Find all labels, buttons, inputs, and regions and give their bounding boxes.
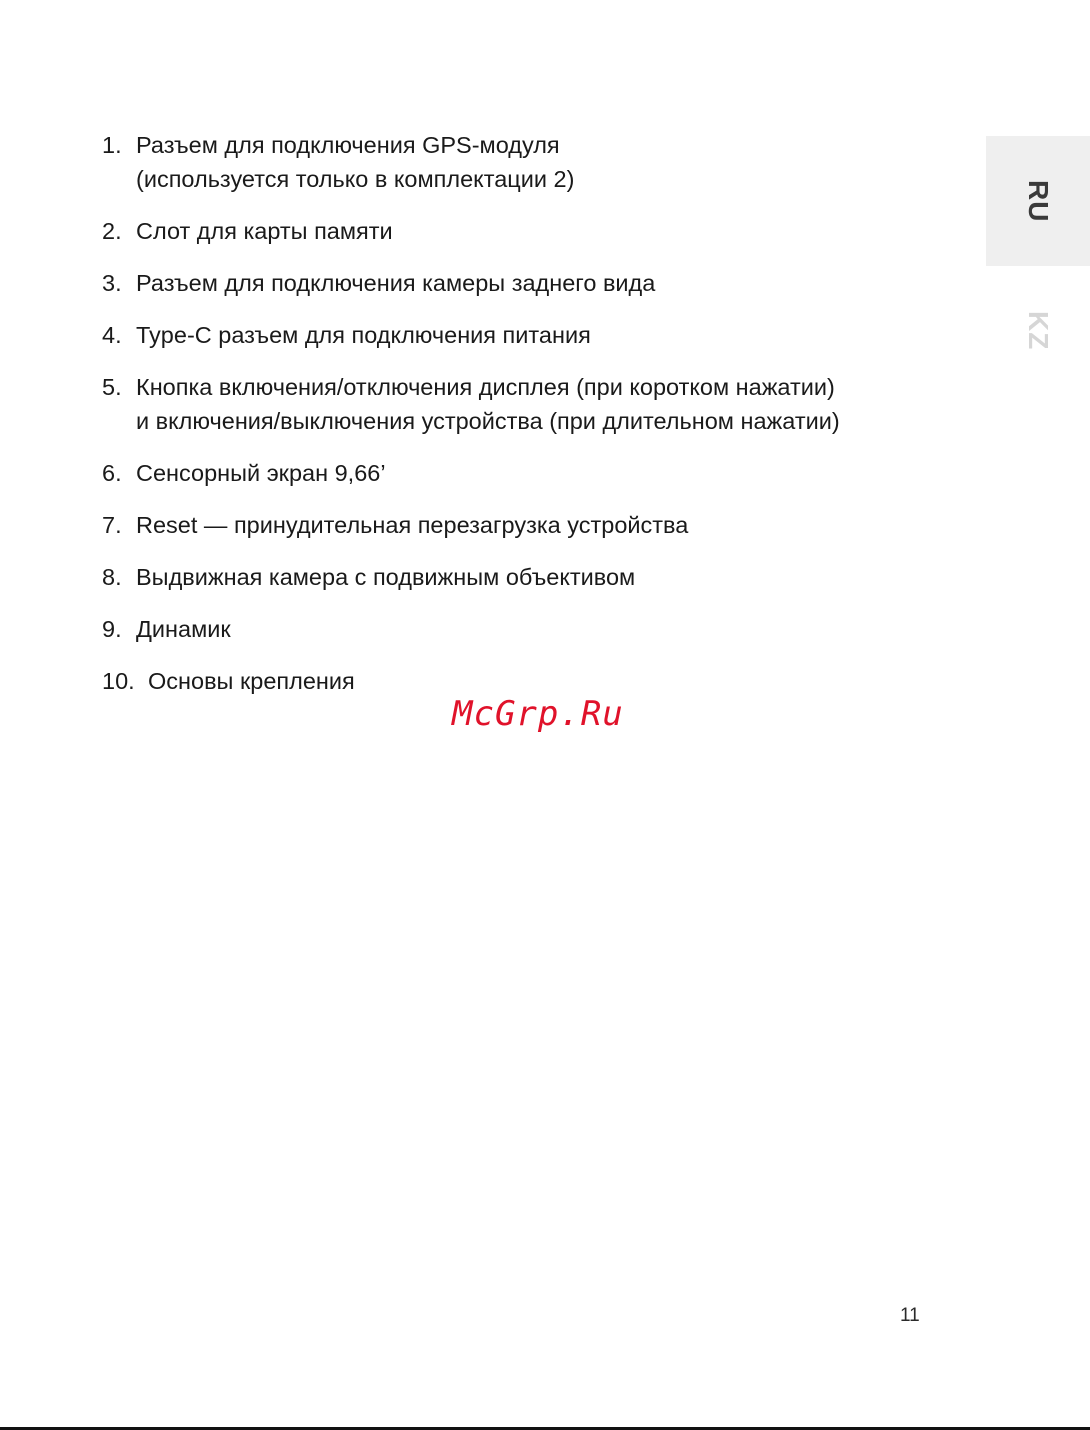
item-number: 4.	[102, 322, 122, 348]
item-number: 8.	[102, 564, 122, 590]
list-item	[102, 560, 922, 594]
list-item	[102, 456, 922, 490]
item-text: Сенсорный экран 9,66’	[136, 460, 386, 486]
item-number: 5.	[102, 374, 122, 400]
list-item	[102, 370, 922, 438]
watermark: McGrp.Ru	[452, 694, 624, 734]
tab-kz[interactable]	[986, 266, 1090, 396]
item-text: Разъем для подключения камеры заднего вида	[136, 270, 656, 296]
item-number: 2.	[102, 218, 122, 244]
item-number: 6.	[102, 460, 122, 486]
tab-ru[interactable]	[986, 136, 1090, 266]
list-item	[102, 664, 922, 698]
page-number: 11	[900, 1305, 920, 1326]
item-text: Слот для карты памяти	[136, 218, 393, 244]
tab-kz-label: KZ	[1023, 311, 1054, 351]
item-text: Разъем для подключения GPS-модуля (используется только в комплектации 2)	[136, 132, 575, 192]
parts-list	[102, 128, 922, 716]
list-item	[102, 266, 922, 300]
item-number: 7.	[102, 512, 122, 538]
item-number: 3.	[102, 270, 122, 296]
language-tabs	[986, 136, 1090, 396]
item-number: 9.	[102, 616, 122, 642]
tab-ru-label: RU	[1023, 179, 1054, 223]
list-item	[102, 508, 922, 542]
item-number: 10.	[102, 668, 135, 694]
list-item	[102, 128, 922, 196]
item-text: Динамик	[136, 616, 231, 642]
item-text: Кнопка включения/отключения дисплея (при коротком нажатии) и включения/выключения устройства (при длительном нажатии)	[136, 374, 840, 434]
list-item	[102, 214, 922, 248]
item-text: Основы крепления	[148, 668, 355, 694]
list-item	[102, 318, 922, 352]
item-text: Type-C разъем для подключения питания	[136, 322, 591, 348]
item-number: 1.	[102, 132, 122, 158]
item-text: Выдвижная камера с подвижным объективом	[136, 564, 636, 590]
item-text: Reset — принудительная перезагрузка устройства	[136, 512, 689, 538]
list-item	[102, 612, 922, 646]
